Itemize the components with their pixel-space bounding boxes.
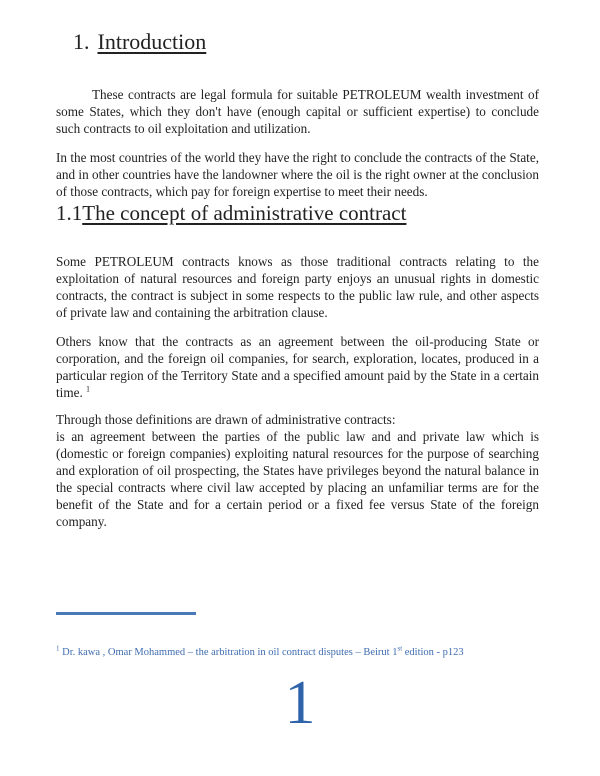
section-heading-concept: [56, 200, 406, 226]
paragraph-concept-1: Some PETROLEUM contracts knows as those traditional contracts relating to the exploitation of natural resources and foreign party enjoys an unusual rights in domestic contracts, the contract is subject in some respects to the public law rule, and other aspects of private law and containing the arbitration clause.: [56, 254, 539, 321]
heading-text: Introduction: [97, 29, 207, 54]
heading-number: 1.1: [56, 201, 83, 225]
paragraph-lead-line: Through those definitions are drawn of administrative contracts:: [56, 412, 396, 428]
paragraph-concept-2: [56, 333, 539, 401]
footnote-reference[interactable]: 1: [86, 384, 91, 394]
footnote-text-after: edition - p123: [402, 647, 464, 658]
heading-number: 1.: [73, 29, 90, 54]
paragraph-intro-2: In the most countries of the world they have the right to conclude the contracts of the State, and in other countries have the landowner where the oil is the right owner at the conclusion of those contracts, which pay for foreign expertise to meet their needs.: [56, 150, 539, 200]
footnote-separator: [56, 612, 196, 615]
footnote-text-before: Dr. kawa , Omar Mohammed – the arbitration in oil contract disputes – Beirut 1: [62, 647, 398, 658]
section-heading-introduction: [73, 28, 206, 56]
paragraph-text: Others know that the contracts as an agreement between the oil-producing State or corporation, and the foreign oil companies, for search, exploration, locates, produced in a particular region of the Territory State and a specified amount paid by the State in a certain time.: [56, 334, 539, 401]
paragraph-concept-3: [56, 411, 539, 530]
paragraph-text: is an agreement between the parties of the public law and and private law which is (domestic or foreign companies) exploiting natural resources for the purpose of searching and exploration of oil prospecting, the States have privileges beyond the natural balance in the special contracts where civil law accepted by placing an unfamiliar terms are for the benefit of the State and for a certain period or a fixed fee versus State of the foreign company.: [56, 429, 539, 530]
footnote-ordinal-suffix: st: [397, 644, 403, 653]
footnote-number: 1: [56, 644, 60, 653]
heading-text: The concept of administrative contract: [82, 201, 407, 225]
footnote: [56, 646, 464, 660]
paragraph-intro-1: These contracts are legal formula for suitable PETROLEUM wealth investment of some States, which they don't have (enough capital or sufficient expertise) to conclude such contracts to oil exploitation and utilization.: [56, 87, 539, 137]
page-number: 1: [284, 669, 316, 737]
